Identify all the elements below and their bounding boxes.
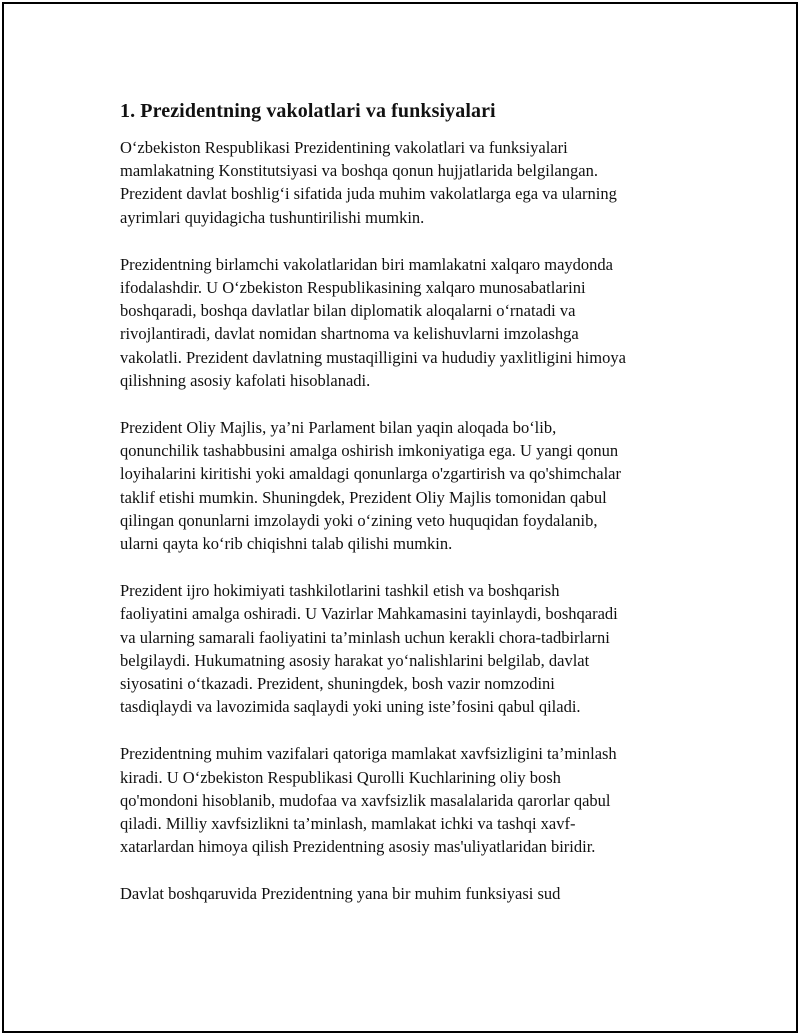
paragraph [120,253,694,392]
paragraph-line: faoliyatini amalga oshiradi. U Vazirlar Mahkamasini tayinlaydi, boshqaradi [120,604,618,624]
paragraph-line: mamlakatning Konstitutsiyasi va boshqa qonun hujjatlarida belgilangan. [120,161,598,181]
section-heading: 1. Prezidentning vakolatlari va funksiyalari [120,100,496,122]
paragraph-line: rivojlantiradi, davlat nomidan shartnoma va kelishuvlarni imzolashga [120,324,579,344]
paragraph-line: Prezident davlat boshlig‘i sifatida juda muhim vakolatlarga ega va ularning [120,184,617,204]
paragraph-line: belgilaydi. Hukumatning asosiy harakat yo‘nalishlarini belgilab, davlat [120,650,590,670]
paragraph-line: tasdiqlaydi va lavozimida saqlaydi yoki uning iste’fosini qabul qiladi. [120,697,581,717]
paragraph-line: Davlat boshqaruvida Prezidentning yana bir muhim funksiyasi sud [120,884,561,904]
paragraph-line: kiradi. U O‘zbekiston Respublikasi Qurolli Kuchlarining oliy bosh [120,767,561,787]
paragraph-line: xatarlardan himoya qilish Prezidentning asosiy mas'uliyatlaridan biridir. [120,837,596,857]
paragraph [120,882,694,905]
paragraph-line: Prezident ijro hokimiyati tashkilotlarini tashkil etish va boshqarish [120,581,560,601]
paragraph [120,416,694,555]
paragraph-line: siyosatini o‘tkazadi. Prezident, shuningdek, bosh vazir nomzodini [120,674,555,694]
paragraph-line: va ularning samarali faoliyatini ta’minlash uchun kerakli chora-tadbirlarni [120,627,610,647]
paragraph-line: qilingan qonunlarni imzolaydi yoki o‘zining veto huquqidan foydalanib, [120,510,598,530]
document-page [2,2,798,1033]
paragraph-line: taklif etishi mumkin. Shuningdek, Prezident Oliy Majlis tomonidan qabul [120,487,607,507]
paragraph-line: ifodalashdir. U O‘zbekiston Respublikasining xalqaro munosabatlarini [120,278,586,298]
paragraph-line: ayrimlari quyidagicha tushuntirilishi mumkin. [120,207,425,227]
paragraph-line: boshqaradi, boshqa davlatlar bilan diplomatik aloqalarni o‘rnatadi va [120,301,576,321]
paragraph-line: qonunchilik tashabbusini amalga oshirish imkoniyatiga ega. U yangi qonun [120,441,619,461]
paragraph [120,136,694,229]
document-body [120,99,694,930]
paragraph-line: O‘zbekiston Respublikasi Prezidentining vakolatlari va funksiyalari [120,138,568,157]
paragraph [120,579,694,718]
paragraph-line: ularni qayta ko‘rib chiqishni talab qilishi mumkin. [120,534,453,554]
paragraph-line: Prezidentning muhim vazifalari qatoriga mamlakat xavfsizligini ta’minlash [120,744,617,764]
paragraph-line: qiladi. Milliy xavfsizlikni ta’minlash, mamlakat ichki va tashqi xavf- [120,814,576,834]
paragraph-line: qo'mondoni hisoblanib, mudofaa va xavfsizlik masalalarida qarorlar qabul [120,790,611,810]
paragraph [120,742,694,858]
paragraph-line: loyihalarini kiritishi yoki amaldagi qonunlarga o'zgartirish va qo'shimchalar [120,464,621,484]
paragraph-line: Prezident Oliy Majlis, ya’ni Parlament bilan yaqin aloqada bo‘lib, [120,418,557,438]
paragraph-line: vakolatli. Prezident davlatning mustaqilligini va hududiy yaxlitligini himoya [120,347,626,367]
paragraph-line: qilishning asosiy kafolati hisoblanadi. [120,370,371,390]
paragraph-line: Prezidentning birlamchi vakolatlaridan biri mamlakatni xalqaro maydonda [120,254,614,274]
